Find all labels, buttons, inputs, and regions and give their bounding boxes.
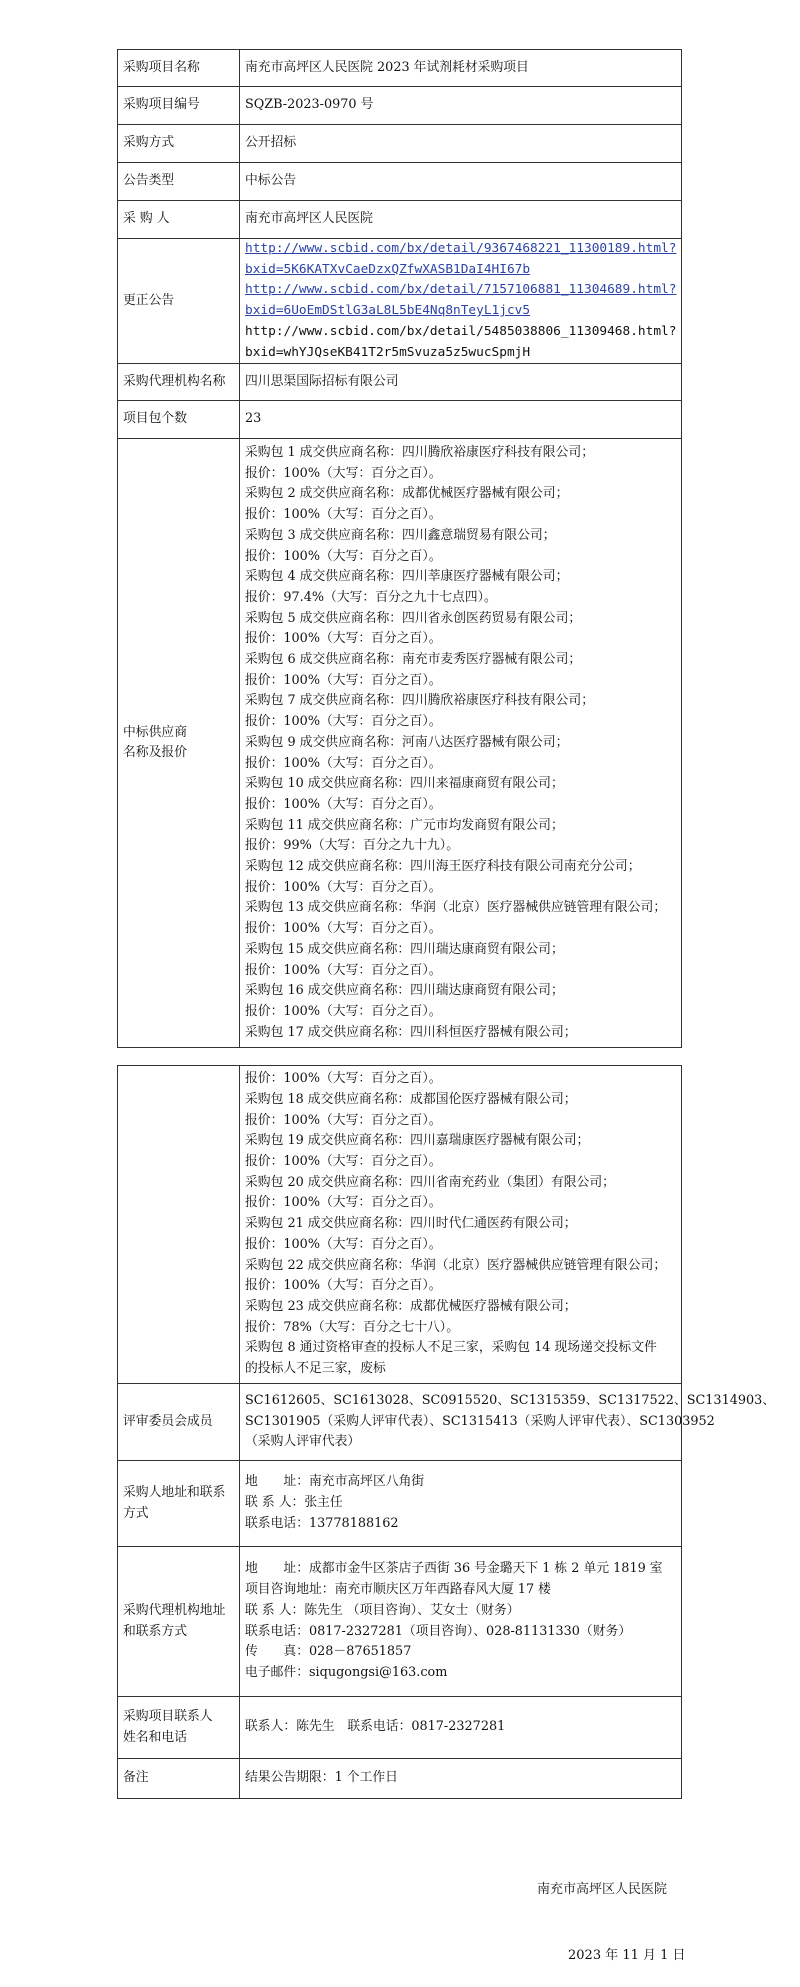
list-item: 采购包 22 成交供应商名称：华润（北京）医疗器械供应链管理有限公司； (245, 1257, 667, 1273)
row-label (118, 1547, 240, 1697)
row-label (118, 1461, 240, 1547)
list-item: 报价：100%（大写：百分之百）。 (245, 631, 442, 647)
table-row (118, 50, 682, 87)
agency-contact-person: 联 系 人：陈先生 （项目咨询）、艾女士（财务） (245, 1602, 520, 1618)
correction-links (240, 239, 682, 364)
list-item: 报价：100%（大写：百分之百）。 (245, 1004, 442, 1019)
list-item: 采购包 15 成交供应商名称：四川瑞达康商贸有限公司； (245, 941, 564, 957)
list-item: 的投标人不足三家，废标 (245, 1361, 386, 1377)
winners-list (240, 439, 682, 1048)
agency-address: 地 址：成都市金牛区茶店子西街 36 号金璐天下 1 栋 2 单元 1819 室 (245, 1561, 663, 1577)
list-item: 报价：100%（大写：百分之百）。 (245, 755, 442, 771)
list-item: 采购包 5 成交供应商名称：四川省永创医药贸易有限公司； (245, 610, 582, 626)
table-row (118, 163, 682, 201)
purchaser-contact-person: 联 系 人：张主任 (245, 1495, 343, 1511)
list-item: 报价：100%（大写：百分之百）。 (245, 1154, 442, 1170)
table-row (118, 364, 682, 401)
table-row (118, 1066, 682, 1384)
table-row (118, 1384, 682, 1461)
row-label: 采购代理机构名称 (118, 364, 240, 401)
list-item: 采购包 21 成交供应商名称：四川时代仁通医药有限公司； (245, 1216, 577, 1232)
table-row (118, 1759, 682, 1799)
committee-members (240, 1384, 776, 1461)
list-item: 报价：100%（大写：百分之百）。 (245, 921, 442, 937)
list-item: 报价：100%（大写：百分之百）。 (245, 672, 442, 688)
signature-date: 2023 年 11 月 1 日 (568, 1948, 686, 1963)
list-item: 报价：100%（大写：百分之百）。 (245, 879, 442, 895)
list-item: 采购包 16 成交供应商名称：四川瑞达康商贸有限公司； (245, 983, 564, 999)
list-item: 采购包 11 成交供应商名称：广元市均发商贸有限公司； (245, 817, 564, 833)
list-item: 采购包 1 成交供应商名称：四川腾欣裕康医疗科技有限公司； (245, 445, 594, 461)
purchaser-contact (240, 1461, 682, 1547)
table-row (118, 401, 682, 439)
list-item: 报价：78%（大写：百分之七十八）。 (245, 1319, 459, 1335)
procurement-method: 公开招标 (240, 125, 682, 163)
row-label: 采 购 人 (118, 201, 240, 239)
list-item: 采购包 12 成交供应商名称：四川海王医疗科技有限公司南充分公司； (245, 859, 641, 875)
row-label (118, 439, 240, 1048)
list-item: 报价：99%（大写：百分之九十九）。 (245, 838, 459, 854)
row-label: 采购项目名称 (118, 50, 240, 87)
list-item: 报价：100%（大写：百分之百）。 (245, 548, 442, 564)
table-row (118, 87, 682, 125)
purchaser-contact-label-1: 采购人地址和联系 (123, 1484, 226, 1500)
list-item: 采购包 3 成交供应商名称：四川鑫意瑞贸易有限公司； (245, 527, 556, 543)
list-item: 报价：97.4%（大写：百分之九十七点四）。 (245, 589, 497, 605)
winners-label-line-2: 名称及报价 (123, 745, 187, 761)
row-label: 项目包个数 (118, 401, 240, 439)
list-item: 采购包 2 成交供应商名称：成都优械医疗器械有限公司； (245, 486, 569, 502)
agency-consult-address: 项目咨询地址：南充市顺庆区万年西路春风大厦 17 楼 (245, 1582, 551, 1598)
list-item: 采购包 23 成交供应商名称：成都优械医疗器械有限公司； (245, 1298, 577, 1314)
list-item: 报价：100%（大写：百分之百）。 (245, 1236, 442, 1252)
purchaser-contact-label-2: 方式 (123, 1505, 149, 1521)
signature-organization: 南充市高坪区人民医院 (537, 1882, 668, 1897)
list-item: 报价：100%（大写：百分之百）。 (245, 796, 442, 812)
agency-phone: 联系电话：0817-2327281（项目咨询）、028-81131330（财务） (245, 1623, 632, 1639)
info-table-1 (117, 49, 682, 1048)
agency-fax: 传 真：028－87651857 (245, 1644, 412, 1660)
project-contact-label-2: 姓名和电话 (123, 1729, 187, 1745)
table-row (118, 1547, 682, 1697)
row-label: 更正公告 (118, 239, 240, 364)
table-row (118, 1697, 682, 1759)
package-count: 23 (240, 401, 682, 439)
list-item: 报价：100%（大写：百分之百）。 (245, 507, 442, 523)
row-label: 评审委员会成员 (118, 1384, 240, 1461)
correction-link-1[interactable]: http://www.scbid.com/bx/detail/9367468221_11300189.html?bxid=5K6KATXvCaeDzxQZfwXASB1DaI4HI67b (245, 241, 677, 277)
list-item: 报价：100%（大写：百分之百）。 (245, 465, 442, 481)
list-item: 采购包 4 成交供应商名称：四川莘康医疗器械有限公司； (245, 569, 569, 585)
list-item: 采购包 8 通过资格审查的投标人不足三家，采购包 14 现场递交投标文件 (245, 1340, 657, 1356)
list-item: SC1612605、SC1613028、SC0915520、SC1315359、SC1317522、SC1314903、 (245, 1392, 776, 1408)
list-item: SC1301905（采购人评审代表）、SC1315413（采购人评审代表）、SC1303952 (245, 1413, 715, 1429)
row-label-empty (118, 1066, 240, 1384)
project-contact: 联系人：陈先生 联系电话：0817-2327281 (240, 1697, 682, 1759)
winners-list-continued (240, 1066, 682, 1384)
list-item: 报价：100%（大写：百分之百）。 (245, 1071, 442, 1087)
list-item: 采购包 9 成交供应商名称：河南八达医疗器械有限公司； (245, 734, 569, 750)
agency-contact (240, 1547, 682, 1697)
project-name: 南充市高坪区人民医院 2023 年试剂耗材采购项目 (240, 50, 682, 87)
list-item: 采购包 7 成交供应商名称：四川腾欣裕康医疗科技有限公司； (245, 693, 594, 709)
table-row (118, 201, 682, 239)
list-item: 报价：100%（大写：百分之百）。 (245, 1278, 442, 1294)
list-item: 采购包 19 成交供应商名称：四川嘉瑞康医疗器械有限公司； (245, 1133, 590, 1149)
list-item: 报价：100%（大写：百分之百）。 (245, 714, 442, 730)
row-label (118, 1697, 240, 1759)
table-row (118, 439, 682, 1048)
project-number: SQZB-2023-0970 号 (240, 87, 682, 125)
list-item: 采购包 10 成交供应商名称：四川来福康商贸有限公司； (245, 776, 564, 792)
list-item: 采购包 18 成交供应商名称：成都国伦医疗器械有限公司； (245, 1091, 577, 1107)
row-label: 采购方式 (118, 125, 240, 163)
agency-contact-label-1: 采购代理机构地址 (123, 1602, 226, 1618)
row-label: 采购项目编号 (118, 87, 240, 125)
list-item: 报价：100%（大写：百分之百）。 (245, 1195, 442, 1211)
row-label: 备注 (118, 1759, 240, 1799)
list-item: 采购包 13 成交供应商名称：华润（北京）医疗器械供应链管理有限公司； (245, 900, 667, 916)
table-row (118, 1461, 682, 1547)
agency-email: 电子邮件：siqugongsi@163.com (245, 1664, 448, 1680)
correction-link-2[interactable]: http://www.scbid.com/bx/detail/7157106881_11304689.html?bxid=6UoEmDStlG3aL8L5bE4Nq8nTeyL1jcv5 (245, 282, 677, 319)
row-label: 公告类型 (118, 163, 240, 201)
agency-contact-label-2: 和联系方式 (123, 1623, 187, 1639)
purchaser: 南充市高坪区人民医院 (240, 201, 682, 239)
list-item: 采购包 20 成交供应商名称：四川省南充药业（集团）有限公司； (245, 1174, 615, 1190)
agency-name: 四川思渠国际招标有限公司 (240, 364, 682, 401)
list-item: 采购包 6 成交供应商名称：南充市麦秀医疗器械有限公司； (245, 652, 582, 668)
table-row (118, 239, 682, 364)
winners-label-line-1: 中标供应商 (123, 724, 187, 740)
remark: 结果公告期限：1 个工作日 (240, 1759, 682, 1799)
list-item: （采购人评审代表） (245, 1434, 361, 1450)
list-item: 报价：100%（大写：百分之百）。 (245, 1112, 442, 1128)
project-contact-label-1: 采购项目联系人 (123, 1708, 213, 1724)
announcement-type: 中标公告 (240, 163, 682, 201)
list-item: 报价：100%（大写：百分之百）。 (245, 962, 442, 978)
purchaser-phone: 联系电话：13778188162 (245, 1515, 399, 1531)
purchaser-address: 地 址：南充市高坪区八角街 (245, 1474, 425, 1490)
list-item: 采购包 17 成交供应商名称：四川科恒医疗器械有限公司； (245, 1024, 577, 1040)
table-row (118, 125, 682, 163)
correction-link-3: http://www.scbid.com/bx/detail/5485038806_11309468.html?bxid=whYJQseKB41T2r5mSvuza5z5wucSpmjH (245, 323, 677, 360)
info-table-2 (117, 1065, 776, 1799)
